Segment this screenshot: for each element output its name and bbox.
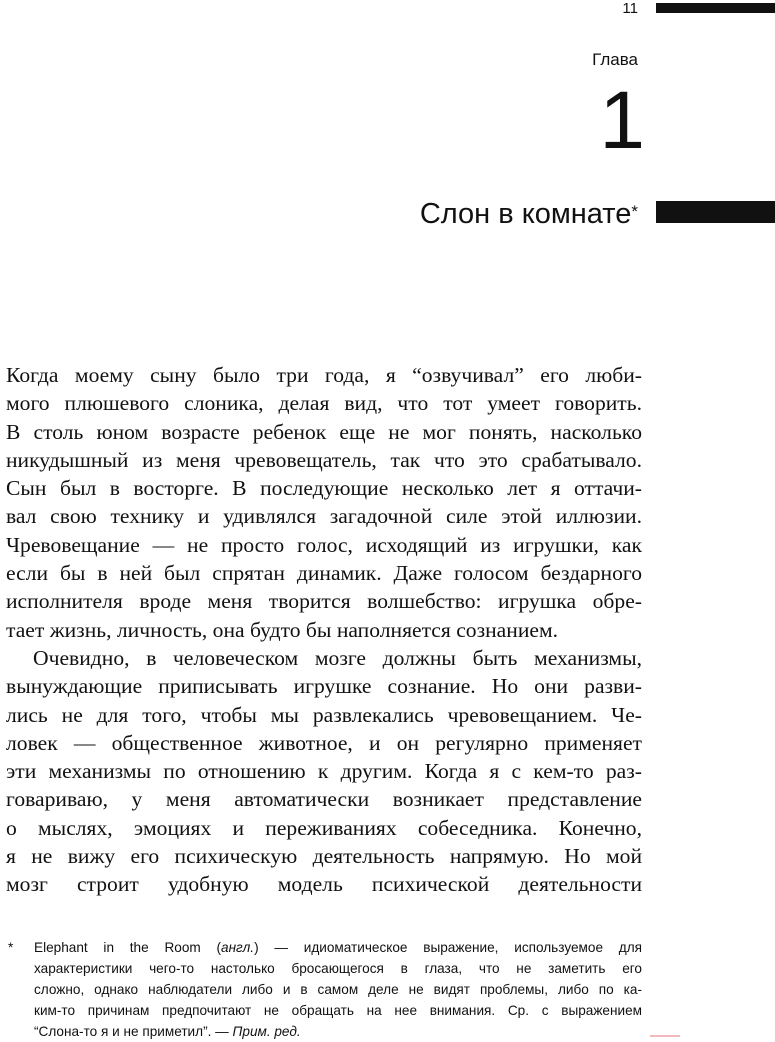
header-decorative-bar (656, 3, 775, 13)
footnote-text (34, 937, 642, 1042)
body-line: лись не для того, чтобы мы развлекались чревовещанием. Че- (6, 702, 642, 727)
body-line: если бы в ней был спрятан динамик. Даже голосом бездарного (6, 561, 642, 586)
body-line: вынуждающие приписывать игрушке сознание. Но они разви- (6, 674, 642, 699)
chapter-title-text: Слон в комнате (419, 198, 632, 230)
footnote-line1-start: Elephant in the Room ( (34, 940, 222, 955)
chapter-number: 1 (599, 75, 643, 166)
footnote-reference-marker: * (631, 202, 638, 221)
footnote-line: сложно, однако наблюдатели либо и в самом деле не видят проблемы, либо по ка- (34, 982, 642, 997)
footnote-marker: * (8, 940, 14, 955)
body-line: Чревовещание — не просто голос, исходящий из игрушки, как (6, 532, 642, 557)
body-line: о мыслях, эмоциях и переживаниях собеседника. Конечно, (6, 815, 642, 840)
chapter-label: Глава (592, 50, 638, 69)
footnote-line (34, 1021, 642, 1042)
body-line: Когда моему сыну было три года, я “озвучивал” его люби- (6, 363, 642, 387)
body-line: ловек — общественное животное, и он регулярно применяет (6, 730, 642, 755)
printer-mark (650, 1035, 680, 1037)
page-number: 11 (622, 0, 638, 17)
footnote-line1-end: ) — идиоматическое выражение, используемое для (254, 940, 642, 955)
body-line: Очевидно, в человеческом мозге должны быть механизмы, (33, 645, 642, 670)
footnote-line: характеристики чего-то настолько бросающегося в глаза, что не заметить его (34, 961, 642, 976)
footnote-line5-start: “Слона-то я и не приметил”. — (34, 1024, 233, 1039)
body-line: вал свою технику и удивлялся загадочной силе этой иллюзии. (6, 504, 642, 529)
body-line: мозг строит удобную модель психической деятельности (6, 872, 642, 897)
footnote-language-note: англ. (221, 940, 255, 955)
body-line: Сын был в восторге. В последующие несколько лет я оттачи- (6, 476, 642, 501)
chapter-title (420, 196, 638, 232)
body-line: мого плюшевого слоника, делая вид, что тот умеет говорить. (6, 391, 642, 416)
body-line: я не вижу его психическую деятельность напрямую. Но мой (6, 844, 642, 869)
body-line: говариваю, у меня автоматически возникает представление (6, 787, 642, 812)
body-text (6, 361, 642, 899)
body-line: тает жизнь, личность, она будто бы наполняется сознанием. (6, 617, 559, 642)
body-line: В столь юном возрасте ребенок еще не мог понять, насколько (6, 419, 642, 444)
body-line: исполнителя вроде меня творится волшебство: игрушка обре- (6, 589, 642, 614)
footnote-line (34, 937, 642, 958)
body-line: эти механизмы по отношению к другим. Когда я с кем-то раз- (6, 759, 642, 784)
footnote-editor-note: Прим. ред. (232, 1024, 301, 1039)
footnote (6, 937, 642, 1042)
title-decorative-bar (656, 201, 775, 223)
body-line: никудышный из меня чревовещатель, так что это срабатывало. (6, 447, 642, 472)
footnote-line: ким-то причинам предпочитают не обращать на нее внимания. Ср. с выражением (34, 1003, 642, 1018)
